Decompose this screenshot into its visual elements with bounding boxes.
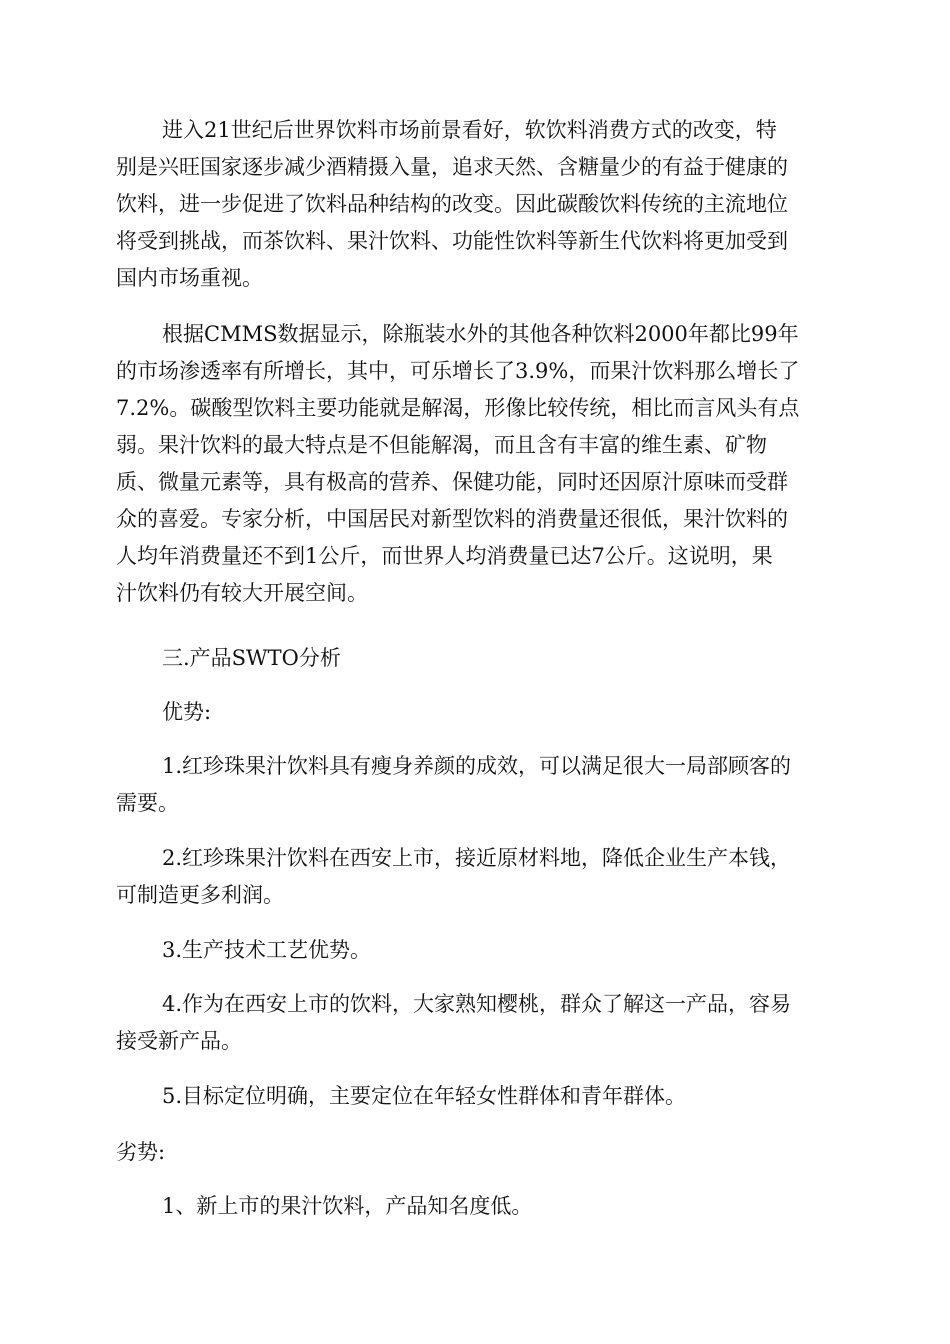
text-line: 5.目标定位明确，主要定位在年轻女性群体和青年群体。: [162, 1084, 687, 1108]
text-line: 可制造更多利润。: [116, 883, 284, 907]
text-line: 饮料，进一步促进了饮料品种结构的改变。因此碳酸饮料传统的主流地位: [116, 192, 788, 216]
text-line: 国内市场重视。: [116, 266, 263, 290]
text-line: 根据CMMS数据显示，除瓶装水外的其他各种饮料2000年都比99年: [162, 322, 799, 346]
text-line: 质、微量元素等，具有极高的营养、保健功能，同时还因原汁原味而受群: [116, 470, 788, 494]
strength-item-4: [116, 986, 836, 1060]
paragraph-market-outlook: [116, 112, 836, 297]
text-line: 1、新上市的果汁饮料，产品知名度低。: [162, 1194, 533, 1218]
text-line: 4.作为在西安上市的饮料，大家熟知樱桃，群众了解这一产品，容易: [162, 992, 792, 1016]
text-line: 进入21世纪后世界饮料市场前景看好，软饮料消费方式的改变，特: [162, 118, 777, 142]
strength-item-1: [116, 748, 836, 822]
text-line: 2.红珍珠果汁饮料在西安上市，接近原材料地，降低企业生产本钱，: [162, 846, 792, 870]
text-line: 众的喜爱。专家分析，中国居民对新型饮料的消费量还很低，果汁饮料的: [116, 507, 788, 531]
text-line: 3.生产技术工艺优势。: [162, 938, 372, 962]
text-line: 汁饮料仍有较大开展空间。: [116, 581, 368, 605]
text-line: 7.2%。碳酸型饮料主要功能就是解渴，形像比较传统，相比而言风头有点: [116, 396, 800, 420]
strengths-heading: 优势:: [162, 700, 212, 724]
section-heading: 三.产品SWTO分析: [162, 646, 341, 670]
strength-item-2: [116, 840, 836, 914]
text-line: 的市场渗透率有所增长，其中，可乐增长了3.9%，而果汁饮料那么增长了: [116, 359, 800, 383]
paragraph-cmms-data: [116, 316, 836, 612]
text-line: 别是兴旺国家逐步减少酒精摄入量，追求天然、含糖量少的有益于健康的: [116, 155, 788, 179]
text-line: 弱。果汁饮料的最大特点是不但能解渴，而且含有丰富的维生素、矿物: [116, 433, 767, 457]
weakness-item-1: [116, 1188, 836, 1225]
text-line: 1.红珍珠果汁饮料具有瘦身养颜的成效，可以满足很大一局部顾客的: [162, 754, 792, 778]
text-line: 需要。: [116, 791, 179, 815]
strength-item-5: [116, 1078, 836, 1115]
text-line: 将受到挑战，而茶饮料、果汁饮料、功能性饮料等新生代饮料将更加受到: [116, 229, 788, 253]
weaknesses-heading: 劣势:: [116, 1140, 166, 1164]
text-line: 人均年消费量还不到1公斤，而世界人均消费量已达7公斤。这说明，果: [116, 544, 773, 568]
strength-item-3: [116, 932, 836, 969]
text-line: 接受新产品。: [116, 1029, 242, 1053]
